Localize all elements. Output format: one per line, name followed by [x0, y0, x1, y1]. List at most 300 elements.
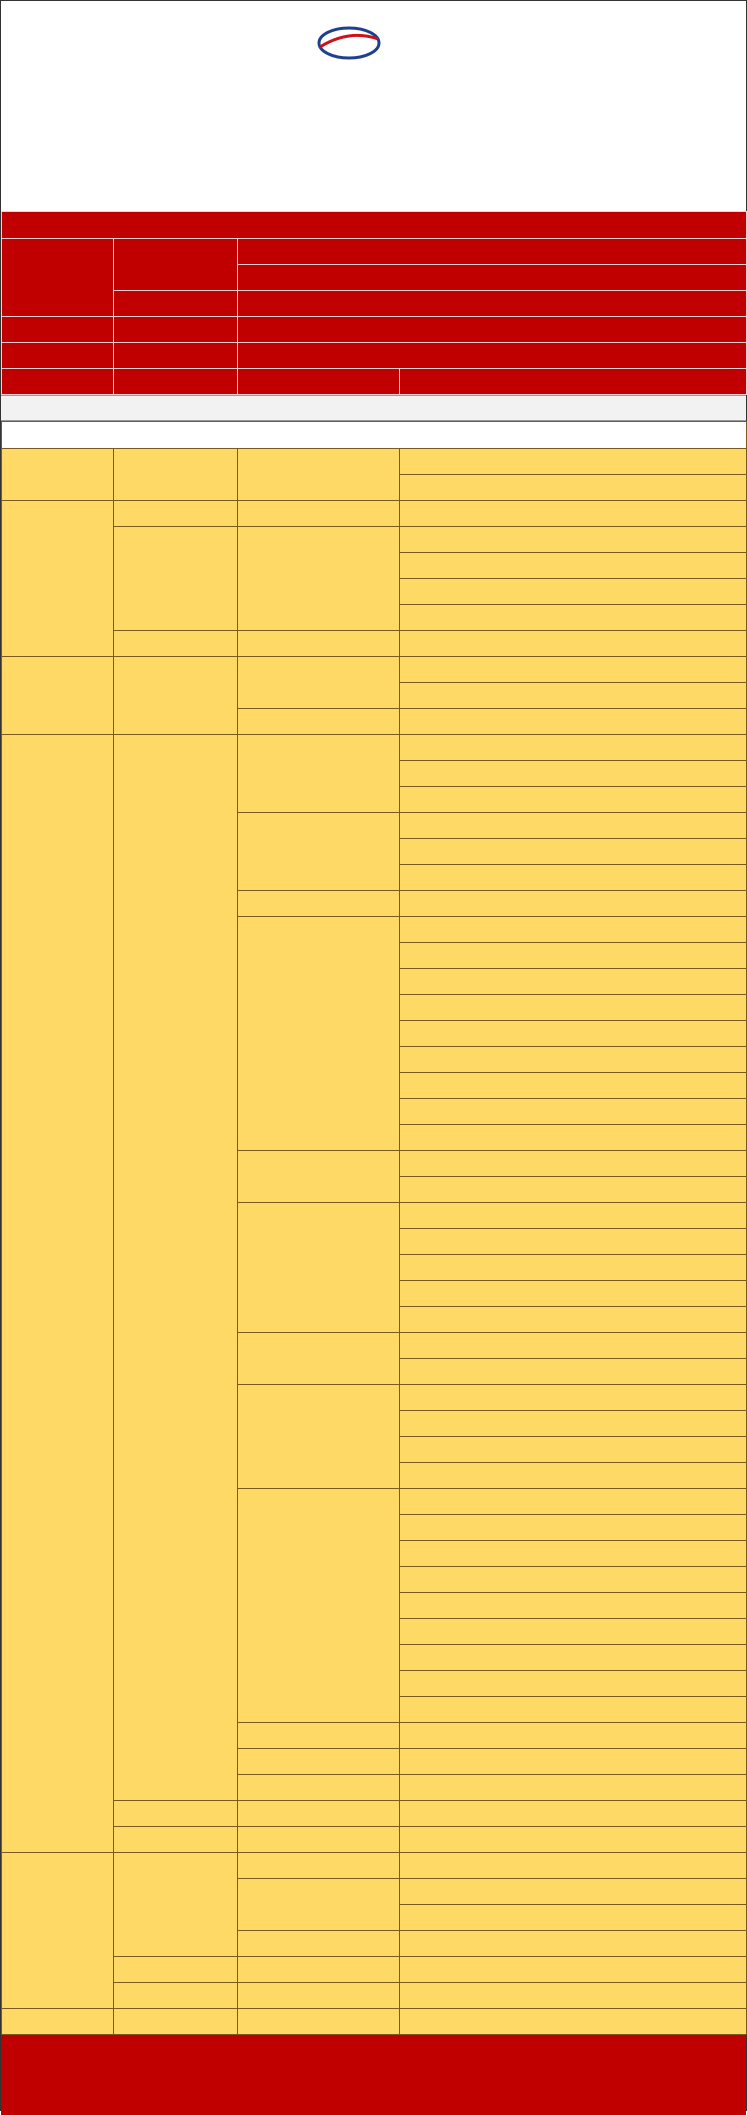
city-cell [114, 1619, 238, 1645]
district-cell [238, 1255, 400, 1281]
district-cell [238, 1879, 400, 1905]
medium-risk-row [2, 1359, 747, 1385]
district-cell [238, 1957, 400, 1983]
district-cell [238, 917, 400, 943]
city-cell [114, 943, 238, 969]
place-cell [400, 1827, 747, 1853]
province-cell [2, 369, 114, 395]
city-cell [114, 839, 238, 865]
district-cell [238, 605, 400, 631]
medium-risk-row [2, 501, 747, 527]
province-cell [2, 787, 114, 813]
place-cell [400, 1671, 747, 1697]
place-cell [400, 813, 747, 839]
province-cell [2, 1749, 114, 1775]
city-cell [114, 1515, 238, 1541]
city-cell [114, 1723, 238, 1749]
district-cell [238, 501, 400, 527]
place-cell [400, 735, 747, 761]
place-cell [400, 1983, 747, 2009]
district-cell [238, 1229, 400, 1255]
district-cell [238, 291, 747, 317]
medium-risk-row [2, 995, 747, 1021]
district-cell [238, 1723, 400, 1749]
place-cell [400, 1125, 747, 1151]
district-cell [238, 761, 400, 787]
medium-risk-row [2, 1541, 747, 1567]
high-risk-row [2, 239, 747, 265]
medium-risk-row [2, 917, 747, 943]
district-cell [238, 1775, 400, 1801]
medium-risk-row [2, 1775, 747, 1801]
province-cell [2, 891, 114, 917]
district-cell [238, 969, 400, 995]
district-cell [238, 1047, 400, 1073]
province-cell [2, 1775, 114, 1801]
medium-risk-row [2, 1723, 747, 1749]
place-cell [400, 969, 747, 995]
province-cell [2, 1125, 114, 1151]
place-cell [400, 1593, 747, 1619]
medium-risk-row [2, 1047, 747, 1073]
district-cell [238, 1411, 400, 1437]
city-cell [114, 1697, 238, 1723]
city-cell [114, 1957, 238, 1983]
province-cell [2, 917, 114, 943]
medium-risk-row [2, 683, 747, 709]
place-cell [400, 475, 747, 501]
city-cell [114, 1177, 238, 1203]
province-cell [2, 291, 114, 317]
district-cell [238, 683, 400, 709]
province-cell [2, 761, 114, 787]
place-cell [400, 1411, 747, 1437]
medium-risk-heading-row [2, 422, 747, 449]
place-cell [400, 657, 747, 683]
city-cell [114, 501, 238, 527]
high-risk-row [2, 265, 747, 291]
city-cell [114, 1203, 238, 1229]
medium-risk-row [2, 1671, 747, 1697]
medium-risk-row [2, 1099, 747, 1125]
place-cell [400, 1489, 747, 1515]
place-cell [400, 1775, 747, 1801]
province-cell [2, 1281, 114, 1307]
city-cell [114, 1879, 238, 1905]
place-cell [400, 1333, 747, 1359]
medium-risk-row [2, 891, 747, 917]
province-cell [2, 683, 114, 709]
province-cell [2, 579, 114, 605]
province-cell [2, 943, 114, 969]
place-cell [400, 605, 747, 631]
place-cell [400, 527, 747, 553]
place-cell [400, 1099, 747, 1125]
district-cell [238, 579, 400, 605]
city-cell [114, 1749, 238, 1775]
city-cell [114, 1567, 238, 1593]
province-cell [2, 1099, 114, 1125]
province-cell [2, 1047, 114, 1073]
medium-risk-row [2, 1645, 747, 1671]
district-cell [238, 1073, 400, 1099]
city-cell [114, 631, 238, 657]
province-cell [2, 1489, 114, 1515]
province-cell [2, 1385, 114, 1411]
section-divider [1, 395, 746, 421]
district-cell [238, 657, 400, 683]
city-cell [114, 369, 238, 395]
place-cell [400, 1073, 747, 1099]
district-cell [238, 709, 400, 735]
city-cell [114, 317, 238, 343]
province-cell [2, 265, 114, 291]
city-cell [114, 1905, 238, 1931]
qr-code-icon [663, 18, 725, 80]
province-cell [2, 1359, 114, 1385]
city-cell [114, 343, 238, 369]
province-cell [2, 475, 114, 501]
city-cell [114, 1463, 238, 1489]
district-cell [238, 1827, 400, 1853]
city-cell [114, 1853, 238, 1879]
place-cell [400, 1515, 747, 1541]
high-risk-heading-row [2, 212, 747, 239]
province-cell [2, 1437, 114, 1463]
province-cell [2, 1697, 114, 1723]
district-cell [238, 1099, 400, 1125]
city-cell [114, 1489, 238, 1515]
province-cell [2, 1723, 114, 1749]
province-cell [2, 553, 114, 579]
province-cell [2, 1801, 114, 1827]
place-cell [400, 1541, 747, 1567]
city-cell [114, 865, 238, 891]
province-cell [2, 1073, 114, 1099]
city-cell [114, 527, 238, 553]
city-cell [114, 891, 238, 917]
city-cell [114, 1671, 238, 1697]
city-cell [114, 265, 238, 291]
province-cell [2, 1515, 114, 1541]
province-cell [2, 1671, 114, 1697]
medium-risk-row [2, 1125, 747, 1151]
district-cell [238, 1645, 400, 1671]
place-cell [400, 2009, 747, 2035]
district-cell [238, 1385, 400, 1411]
medium-risk-row [2, 1307, 747, 1333]
place-cell [400, 1307, 747, 1333]
city-cell [114, 1983, 238, 2009]
high-risk-table [1, 211, 747, 395]
medium-risk-row [2, 943, 747, 969]
city-cell [114, 761, 238, 787]
medium-risk-row [2, 553, 747, 579]
place-cell [400, 839, 747, 865]
place-cell [400, 1281, 747, 1307]
city-cell [114, 1931, 238, 1957]
medium-risk-row [2, 1151, 747, 1177]
medium-risk-row [2, 865, 747, 891]
medium-risk-row [2, 1515, 747, 1541]
province-cell [2, 1541, 114, 1567]
district-cell [238, 1619, 400, 1645]
place-cell [400, 1645, 747, 1671]
city-cell [114, 1775, 238, 1801]
district-cell [238, 1307, 400, 1333]
district-cell [238, 449, 400, 475]
district-cell [238, 2009, 400, 2035]
city-cell [114, 1645, 238, 1671]
province-cell [2, 1255, 114, 1281]
high-risk-row [2, 291, 747, 317]
high-risk-row [2, 317, 747, 343]
district-cell [238, 631, 400, 657]
province-cell [2, 1879, 114, 1905]
medium-risk-row [2, 1385, 747, 1411]
city-cell [114, 1021, 238, 1047]
province-cell [2, 995, 114, 1021]
district-cell [238, 995, 400, 1021]
city-cell [114, 1281, 238, 1307]
city-cell [114, 787, 238, 813]
medium-risk-row [2, 735, 747, 761]
place-cell [400, 1177, 747, 1203]
district-cell [238, 787, 400, 813]
province-cell [2, 239, 114, 265]
province-cell [2, 1229, 114, 1255]
city-cell [114, 1151, 238, 1177]
district-cell [238, 343, 747, 369]
place-cell [400, 1047, 747, 1073]
city-cell [114, 813, 238, 839]
province-cell [2, 2009, 114, 2035]
province-cell [2, 657, 114, 683]
city-cell [114, 735, 238, 761]
province-cell [2, 1983, 114, 2009]
district-cell [238, 1177, 400, 1203]
place-cell [400, 1021, 747, 1047]
district-cell [238, 1489, 400, 1515]
province-cell [2, 1931, 114, 1957]
medium-risk-row [2, 449, 747, 475]
city-cell [114, 579, 238, 605]
place-cell [400, 553, 747, 579]
medium-risk-row [2, 1567, 747, 1593]
medium-risk-row [2, 787, 747, 813]
medium-risk-row [2, 1281, 747, 1307]
province-cell [2, 1957, 114, 1983]
province-cell [2, 1853, 114, 1879]
district-cell [238, 1151, 400, 1177]
province-cell [2, 1645, 114, 1671]
place-cell [400, 631, 747, 657]
province-cell [2, 1619, 114, 1645]
city-cell [114, 239, 238, 265]
medium-risk-row [2, 1905, 747, 1931]
province-cell [2, 1827, 114, 1853]
place-cell [400, 1619, 747, 1645]
medium-risk-row [2, 1437, 747, 1463]
district-cell [238, 1021, 400, 1047]
medium-risk-table [1, 421, 747, 2035]
place-cell [400, 891, 747, 917]
city-cell [114, 2009, 238, 2035]
place-cell [400, 1229, 747, 1255]
medium-risk-row [2, 1177, 747, 1203]
district-cell [238, 369, 400, 395]
province-cell [2, 1151, 114, 1177]
medium-risk-row [2, 1463, 747, 1489]
district-cell [238, 1281, 400, 1307]
medium-risk-row [2, 1489, 747, 1515]
medium-risk-row [2, 1255, 747, 1281]
province-cell [2, 865, 114, 891]
high-risk-row [2, 343, 747, 369]
city-cell [114, 1333, 238, 1359]
district-cell [238, 1437, 400, 1463]
place-cell [400, 683, 747, 709]
medium-risk-section-heading [2, 422, 747, 449]
province-cell [2, 1307, 114, 1333]
medium-risk-row [2, 475, 747, 501]
city-cell [114, 1125, 238, 1151]
medium-risk-row [2, 1619, 747, 1645]
district-cell [238, 1905, 400, 1931]
medium-risk-row [2, 709, 747, 735]
medium-risk-row [2, 1983, 747, 2009]
district-cell [238, 1541, 400, 1567]
medium-risk-row [2, 1801, 747, 1827]
high-risk-row [2, 369, 747, 395]
province-cell [2, 631, 114, 657]
district-cell [238, 475, 400, 501]
medium-risk-row [2, 839, 747, 865]
place-cell [400, 709, 747, 735]
district-cell [238, 1359, 400, 1385]
district-cell [238, 527, 400, 553]
district-cell [238, 317, 747, 343]
place-cell [400, 1385, 747, 1411]
city-cell [114, 449, 238, 475]
province-cell [2, 1177, 114, 1203]
province-cell [2, 317, 114, 343]
city-cell [114, 1073, 238, 1099]
high-risk-section-heading [2, 212, 747, 239]
medium-risk-row [2, 761, 747, 787]
cdc-logo [316, 23, 382, 63]
medium-risk-row [2, 2009, 747, 2035]
district-cell [238, 865, 400, 891]
district-cell [238, 1125, 400, 1151]
district-cell [238, 1801, 400, 1827]
city-cell [114, 1437, 238, 1463]
place-cell [400, 501, 747, 527]
place-cell [400, 917, 747, 943]
place-cell [400, 761, 747, 787]
district-cell [238, 1931, 400, 1957]
district-cell [238, 1463, 400, 1489]
place-cell [400, 579, 747, 605]
medium-risk-row [2, 1073, 747, 1099]
province-cell [2, 969, 114, 995]
city-cell [114, 553, 238, 579]
place-cell [400, 1879, 747, 1905]
city-cell [114, 709, 238, 735]
district-cell [238, 735, 400, 761]
medium-risk-row [2, 813, 747, 839]
place-cell [400, 1151, 747, 1177]
city-cell [114, 1801, 238, 1827]
medium-risk-row [2, 579, 747, 605]
place-cell [400, 1255, 747, 1281]
medium-risk-row [2, 1879, 747, 1905]
medium-risk-row [2, 969, 747, 995]
place-cell [400, 995, 747, 1021]
medium-risk-row [2, 1411, 747, 1437]
header [1, 1, 746, 211]
place-cell [400, 1359, 747, 1385]
province-cell [2, 449, 114, 475]
district-cell [238, 265, 747, 291]
city-cell [114, 1359, 238, 1385]
medium-risk-row [2, 1697, 747, 1723]
province-cell [2, 1593, 114, 1619]
medium-risk-row [2, 1229, 747, 1255]
city-cell [114, 1307, 238, 1333]
place-cell [400, 787, 747, 813]
city-cell [114, 683, 238, 709]
place-cell [400, 1853, 747, 1879]
city-cell [114, 917, 238, 943]
city-cell [114, 1827, 238, 1853]
place-cell [400, 1749, 747, 1775]
place-cell [400, 943, 747, 969]
province-cell [2, 1567, 114, 1593]
place-cell [400, 1905, 747, 1931]
province-cell [2, 343, 114, 369]
city-cell [114, 1411, 238, 1437]
city-cell [114, 291, 238, 317]
district-cell [238, 1203, 400, 1229]
city-cell [114, 1385, 238, 1411]
medium-risk-row [2, 1853, 747, 1879]
province-cell [2, 813, 114, 839]
province-cell [2, 501, 114, 527]
district-cell [238, 1749, 400, 1775]
place-cell [400, 1801, 747, 1827]
city-cell [114, 475, 238, 501]
district-cell [238, 239, 747, 265]
province-cell [2, 735, 114, 761]
province-cell [2, 1333, 114, 1359]
medium-risk-row [2, 1827, 747, 1853]
district-cell [238, 1333, 400, 1359]
district-cell [238, 1697, 400, 1723]
place-cell [400, 1723, 747, 1749]
province-cell [2, 1905, 114, 1931]
province-cell [2, 527, 114, 553]
medium-risk-row [2, 657, 747, 683]
place-cell [400, 1567, 747, 1593]
medium-risk-row [2, 1593, 747, 1619]
district-cell [238, 943, 400, 969]
city-cell [114, 1047, 238, 1073]
province-cell [2, 1203, 114, 1229]
medium-risk-row [2, 1333, 747, 1359]
district-cell [238, 891, 400, 917]
city-cell [114, 1541, 238, 1567]
